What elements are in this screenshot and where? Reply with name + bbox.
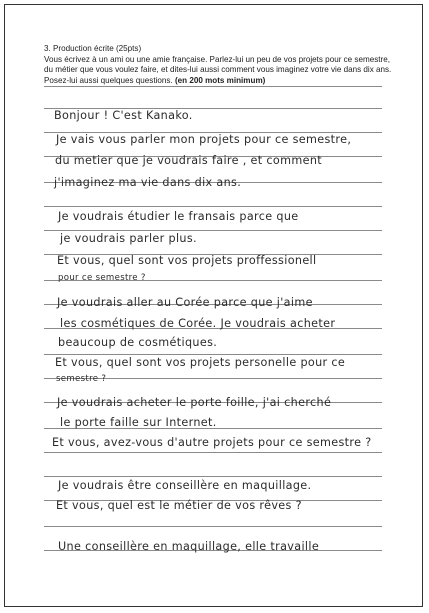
handwritten-line: du metier que je voudrais faire , et comment xyxy=(55,154,323,167)
ruled-line xyxy=(44,526,382,527)
handwritten-line: Bonjour ! C'est Kanako. xyxy=(54,109,193,122)
exercise-instructions xyxy=(44,44,394,86)
exercise-title: 3. Production écrite (25pts) xyxy=(44,44,142,53)
handwritten-line: beaucoup de cosmétiques. xyxy=(58,336,218,349)
handwritten-line: Et vous, quel est le métier de vos rêves ? xyxy=(56,499,302,512)
handwritten-line: Et vous, quel sont vos projets proffessionell xyxy=(57,254,317,267)
ruled-line xyxy=(44,206,382,207)
handwritten-line: le porte faille sur Internet. xyxy=(60,416,217,429)
handwritten-line: Je voudrais étudier le fransais parce que xyxy=(58,210,299,223)
handwritten-line: Je voudrais acheter le porte foille, j'ai cherché xyxy=(57,396,332,409)
handwritten-line: Une conseillère en maquillage, elle travaille xyxy=(58,540,320,553)
ruled-line xyxy=(44,452,382,453)
ruled-line xyxy=(44,476,382,477)
handwritten-line: Je voudrais être conseillère en maquillage. xyxy=(58,479,312,492)
handwritten-line: pour ce semestre ? xyxy=(58,273,146,283)
handwritten-line: Je vais vous parler mon projets pour ce semestre, xyxy=(56,133,352,146)
handwritten-line: les cosmétiques de Corée. Je voudrais acheter xyxy=(60,317,336,330)
ruled-line xyxy=(44,354,382,355)
handwritten-line: semestre ? xyxy=(56,374,107,384)
ruled-line xyxy=(44,86,382,87)
handwritten-line: j'imaginez ma vie dans dix ans. xyxy=(54,176,242,189)
handwritten-line: Et vous, quel sont vos projets personelle pour ce xyxy=(55,356,346,369)
handwritten-line: je voudrais parler plus. xyxy=(60,232,197,245)
exercise-prompt: Vous écrivez à un ami ou une amie française. Parlez-lui un peu de vos projets pour ce semestre, du métier que vous voulez faire, et dites-lui aussi comment vous imaginez votre vie dans dix ans. Posez-lui aussi quelques questions. xyxy=(44,54,392,85)
word-count-requirement: (en 200 mots minimum) xyxy=(174,75,266,85)
handwritten-line: Et vous, avez-vous d'autre projets pour ce semestre ? xyxy=(52,436,372,449)
ruled-line xyxy=(44,230,382,231)
handwritten-line: Je voudrais aller au Corée parce que j'aime xyxy=(57,296,313,309)
